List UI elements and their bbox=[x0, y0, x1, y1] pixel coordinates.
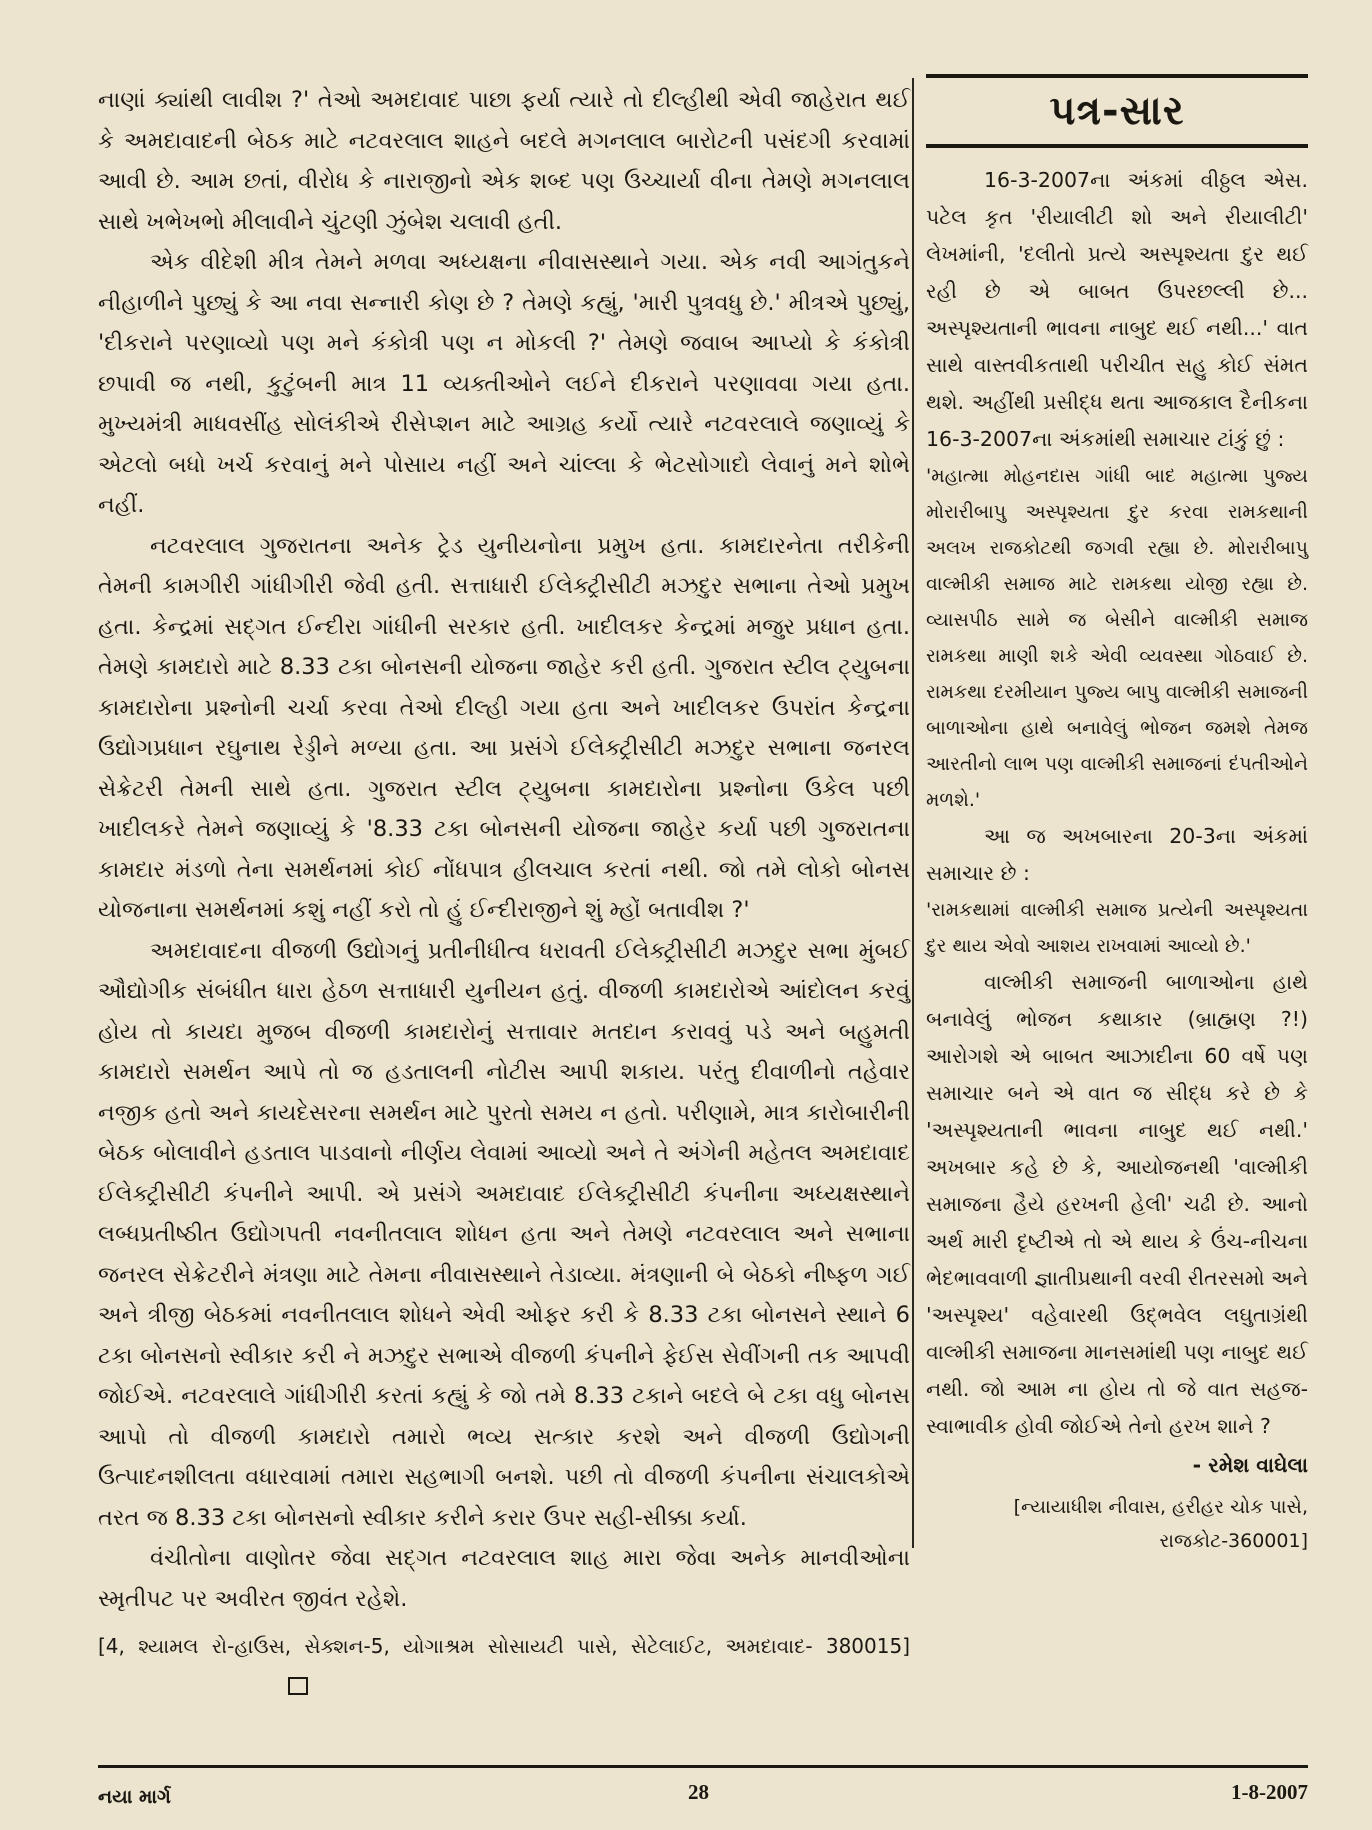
article-paragraph-2: એક વીદેશી મીત્ર તેમને મળવા અધ્યક્ષના નીવાસસ્થાને ગયા. એક નવી આગંતુકને નીહાળીને પુછ્યું કે આ નવા સન્નારી કોણ છે ? તેમણે કહ્યું, 'મારી પુત્રવધુ છે.' મીત્રએ પુછ્યું, 'દીકરાને પરણાવ્યો પણ મને કંકોત્રી પણ ન મોકલી ?' તેમણે જવાબ આપ્યો કે કંકોત્રી છપાવી જ નથી, કુટુંબની માત્ર 11 વ્યક્તીઓને લઈને દીકરાને પરણાવવા ગયા હતા. મુખ્યમંત્રી માધવસીંહ સોલંકીએ રીસેપ્શન માટે આગ્રહ કર્યો ત્યારે નટવરલાલે જણાવ્યું કે એટલો બધો ખર્ચ કરવાનું મને પોસાય નહીં અને ચાંલ્લા કે ભેટસોગાદો લેવાનું મને શોભે નહીં. bbox=[98, 249, 910, 518]
section-heading: પત્ર-સાર bbox=[1049, 88, 1185, 134]
letter-signature: - રમેશ વાઘેલા bbox=[1192, 1453, 1308, 1477]
letter-paragraph-1: 16-3-2007ના અંકમાં વીઠ્ઠલ એસ. પટેલ કૃત 'રીયાલીટી શો અને રીયાલીટી' લેખમાંની, 'દલીતો પ્રત્યે અસ્પૃશ્યતા દુર થઈ રહી છે એ બાબત ઉપરછલ્લી છે... અસ્પૃશ્યતાની ભાવના નાબુદ થઈ નથી...' વાત સાથે વાસ્તવીકતાથી પરીચીત સહુ કોઈ સંમત થશે. અહીંથી પ્રસીદ્ધ થતા આજકાલ દૈનીકના 16-3-2007ના અંકમાંથી સમાચાર ટાંકું છું : bbox=[926, 168, 1308, 451]
author-address-text: [4, શ્યામલ રો-હાઉસ, સેક્શન-5, યોગાશ્રમ સોસાયટી પાસે, સેટેલાઈટ, અમદાવાદ- 380015] bbox=[98, 1634, 910, 1658]
publication-name: નયા માર્ગ bbox=[98, 1786, 171, 1808]
letter-quote-2: 'રામકથામાં વાલ્મીકી સમાજ પ્રત્યેની અસ્પૃશ્યતા દુર થાય એવો આશય રાખવામાં આવ્યો છે.' bbox=[926, 899, 1308, 957]
author-address bbox=[98, 1627, 910, 1703]
article-paragraph-5: વંચીતોના વાણોતર જેવા સદ્‌ગત નટવરલાલ શાહ મારા જેવા અનેક માનવીઓના સ્મૃતીપટ પર અવીરત જીવંત રહેશે. bbox=[98, 1545, 910, 1612]
letter-paragraph-3: વાલ્મીકી સમાજની બાળાઓના હાથે બનાવેલું ભોજન કથાકાર (બ્રાહ્મણ ?!) આરોગશે એ બાબત આઝાદીના 60 વર્ષે પણ સમાચાર બને એ વાત જ સીદ્ધ કરે છે કે 'અસ્પૃશ્યતાની ભાવના નાબુદ થઈ નથી.' અખબાર કહે છે કે, આયોજનથી 'વાલ્મીકી સમાજના હૈયે હરખની હેલી' ચઢી છે. આનો અર્થ મારી દૃષ્ટીએ તો એ થાય કે ઉંચ-નીચના ભેદભાવવાળી જ્ઞાતીપ્રથાની વરવી રીતરસમો અને 'અસ્પૃશ્ય' વહેવારથી ઉદ્‌ભવેલ લઘુતાગ્રંથી વાલ્મીકી સમાજના માનસમાંથી પણ નાબુદ થઈ નથી. જો આમ ના હોય તો જે વાત સહજ- સ્વાભાવીક હોવી જોઈએ તેનો હરખ શાને ? bbox=[926, 970, 1308, 1438]
end-of-article-box-icon bbox=[288, 1677, 308, 1695]
footer-rule bbox=[98, 1765, 1308, 1768]
letter-address: [ન્યાયાધીશ નીવાસ, હરીહર ચોક પાસે, રાજકોટ-360001] bbox=[1013, 1496, 1308, 1552]
article-paragraph-3: નટવરલાલ ગુજરાતના અનેક ટ્રેડ યુનીયનોના પ્રમુખ હતા. કામદારનેતા તરીકેની તેમની કામગીરી ગાંધીગીરી જેવી હતી. સત્તાધારી ઈલેક્ટ્રીસીટી મઝદુર સભાના તેઓ પ્રમુખ હતા. કેન્દ્રમાં સદ્‌ગત ઈન્દીરા ગાંધીની સરકાર હતી. ખાદીલકર કેન્દ્રમાં મજુર પ્રધાન હતા. તેમણે કામદારો માટે 8.33 ટકા બોનસની યોજના જાહેર કરી હતી. ગુજરાત સ્ટીલ ટ્યુબના કામદારોના પ્રશ્નોની ચર્ચા કરવા તેઓ દીલ્હી ગયા હતા અને ખાદીલકર ઉપરાંત કેન્દ્રના ઉદ્યોગપ્રધાન રઘુનાથ રેડ્ડીને મળ્યા હતા. આ પ્રસંગે ઈલેક્ટ્રીસીટી મઝદુર સભાના જનરલ સેક્રેટરી તેમની સાથે હતા. ગુજરાત સ્ટીલ ટ્યુબના કામદારોના પ્રશ્નોના ઉકેલ પછી ખાદીલકરે તેમને જણાવ્યું કે '8.33 ટકા બોનસની યોજના જાહેર કર્યા પછી ગુજરાતના કામદાર મંડળો તેના સમર્થનમાં કોઈ નોંધપાત્ર હીલચાલ કરતાં નથી. જો તમે લોકો બોનસ યોજનાના સમર્થનમાં કશું નહીં કરો તો હું ઈન્દીરાજીને શું મ્હોં બતાવીશ ?' bbox=[98, 532, 910, 923]
heading-rule-bottom bbox=[926, 144, 1308, 148]
column-divider bbox=[912, 78, 914, 1548]
heading-rule-top bbox=[926, 74, 1308, 78]
article-paragraph-4: અમદાવાદના વીજળી ઉદ્યોગનું પ્રતીનીધીત્વ ધરાવતી ઈલેક્ટ્રીસીટી મઝદુર સભા મુંબઈ ઔદ્યોગીક સંબંધીત ધારા હેઠળ સત્તાધારી યુનીયન હતું. વીજળી કામદારોએ આંદોલન કરવું હોય તો કાયદા મુજબ વીજળી કામદારોનું સત્તાવાર મતદાન કરાવવું પડે અને બહુમતી કામદારો સમર્થન આપે તો જ હડતાલની નોટીસ આપી શકાય. પરંતુ દીવાળીનો તહેવાર નજીક હતો અને કાયદેસરના સમર્થન માટે પુરતો સમય ન હતો. પરીણામે, માત્ર કારોબારીની બેઠક બોલાવીને હડતાલ પાડવાનો નીર્ણય લેવામાં આવ્યો અને તે અંગેની મહેતલ અમદાવાદ ઈલેક્ટ્રીસીટી કંપનીને આપી. એ પ્રસંગે અમદાવાદ ઈલેક્ટ્રીસીટી કંપનીના અધ્યક્ષસ્થાને લબ્ધપ્રતીષ્ઠીત ઉદ્યોગપતી નવનીતલાલ શોધન હતા અને તેમણે નટવરલાલ અને સભાના જનરલ સેક્રેટરીને મંત્રણા માટે તેમના નીવાસસ્થાને તેડાવ્યા. મંત્રણાની બે બેઠકો નીષ્ફળ ગઈ અને ત્રીજી બેઠકમાં નવનીતલાલ શોધને એવી ઓફર કરી કે 8.33 ટકા બોનસને સ્થાને 6 ટકા બોનસનો સ્વીકાર કરી ને મઝદુર સભાએ વીજળી કંપનીને ફેઈસ સેવીંગની તક આપવી જોઈએ. નટવરલાલે ગાંધીગીરી કરતાં કહ્યું કે જો તમે 8.33 ટકાને બદલે બે ટકા વધુ બોનસ આપો તો વીજળી કામદારો તમારો ભવ્ય સત્કાર કરશે અને વીજળી ઉદ્યોગની ઉત્પાદનશીલતા વધારવામાં તમારા સહભાગી બનશે. પછી તો વીજળી કંપનીના સંચાલકોએ તરત જ 8.33 ટકા બોનસનો સ્વીકાર કરીને કરાર ઉપર સહી-સીક્કા કર્યા. bbox=[98, 937, 910, 1531]
letters-column bbox=[926, 74, 1308, 1558]
letter-paragraph-2: આ જ અખબારના 20-3ના અંકમાં સમાચાર છે : bbox=[926, 824, 1308, 885]
page-number: 28 bbox=[688, 1780, 709, 1804]
issue-date: 1-8-2007 bbox=[1231, 1780, 1308, 1804]
page-footer bbox=[98, 1780, 1308, 1814]
letter-quote-1: 'મહાત્મા મોહનદાસ ગાંધી બાદ મહાત્મા પુજ્ય મોરારીબાપુ અસ્પૃશ્યતા દુર કરવા રામકથાની અલખ રાજકોટથી જગવી રહ્યા છે. મોરારીબાપુ વાલ્મીકી સમાજ માટે રામકથા યોજી રહ્યા છે. વ્યાસપીઠ સામે જ બેસીને વાલ્મીકી સમાજ રામકથા માણી શકે એવી વ્યવસ્થા ગોઠવાઈ છે. રામકથા દરમીયાન પુજ્ય બાપુ વાલ્મીકી સમાજની બાળાઓના હાથે બનાવેલું ભોજન જમશે તેમજ આરતીનો લાભ પણ વાલ્મીકી સમાજનાં દંપતીઓને મળશે.' bbox=[926, 465, 1308, 811]
article-paragraph-1: નાણાં ક્યાંથી લાવીશ ?' તેઓ અમદાવાદ પાછા ફર્યા ત્યારે તો દીલ્હીથી એવી જાહેરાત થઈ કે અમદાવાદની બેઠક માટે નટવરલાલ શાહને બદલે મગનલાલ બારોટની પસંદગી કરવામાં આવી છે. આમ છતાં, વીરોધ કે નારાજીનો એક શબ્દ પણ ઉચ્ચાર્યા વીના તેમણે મગનલાલ સાથે ખભેખભો મીલાવીને ચુંટણી ઝુંબેશ ચલાવી હતી. bbox=[98, 87, 910, 235]
article-column bbox=[98, 80, 910, 1703]
